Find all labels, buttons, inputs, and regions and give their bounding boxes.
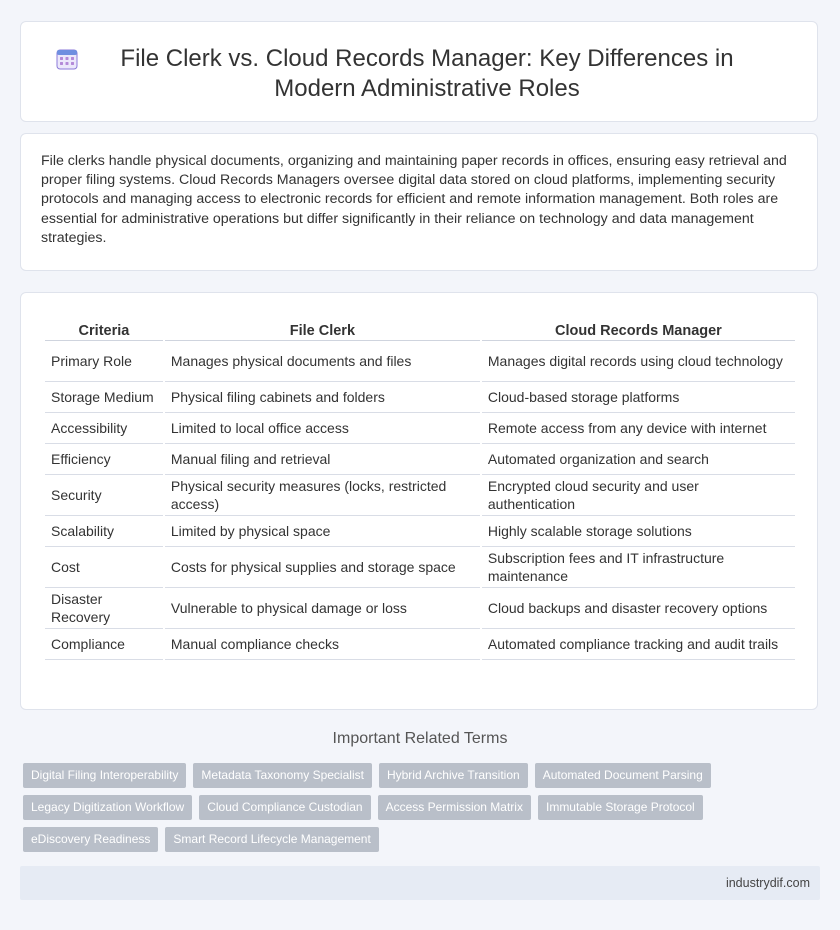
related-term-tag[interactable]: Metadata Taxonomy Specialist	[193, 763, 372, 788]
related-term-tag[interactable]: Access Permission Matrix	[378, 795, 531, 820]
file-clerk-cell: Manual filing and retrieval	[165, 444, 480, 475]
criteria-cell: Primary Role	[45, 341, 163, 382]
file-clerk-cell: Physical filing cabinets and folders	[165, 382, 480, 413]
criteria-cell: Cost	[45, 547, 163, 588]
related-term-tag[interactable]: Cloud Compliance Custodian	[199, 795, 370, 820]
file-clerk-cell: Limited to local office access	[165, 413, 480, 444]
table-row	[45, 516, 795, 547]
footer-site[interactable]: industrydif.com	[725, 876, 810, 890]
cloud-manager-cell: Cloud-based storage platforms	[482, 382, 795, 413]
related-terms-list	[23, 763, 723, 859]
footer	[20, 866, 820, 900]
file-clerk-cell: Manages physical documents and files	[165, 341, 480, 382]
cloud-manager-cell: Automated compliance tracking and audit trails	[482, 629, 795, 660]
table-row	[45, 547, 795, 588]
cloud-manager-cell: Highly scalable storage solutions	[482, 516, 795, 547]
criteria-cell: Security	[45, 475, 163, 516]
related-term-tag[interactable]: Immutable Storage Protocol	[538, 795, 703, 820]
criteria-cell: Disaster Recovery	[45, 588, 163, 629]
title-card	[20, 21, 818, 122]
criteria-cell: Scalability	[45, 516, 163, 547]
cloud-manager-cell: Manages digital records using cloud technology	[482, 341, 795, 382]
comparison-card	[20, 292, 818, 710]
page-title: File Clerk vs. Cloud Records Manager: Key Differences in Modern Administrative Roles	[120, 45, 734, 102]
cloud-manager-cell: Subscription fees and IT infrastructure maintenance	[482, 547, 795, 588]
table-row	[45, 413, 795, 444]
related-term-tag[interactable]: eDiscovery Readiness	[23, 827, 158, 852]
file-clerk-cell: Vulnerable to physical damage or loss	[165, 588, 480, 629]
related-term-tag[interactable]: Digital Filing Interoperability	[23, 763, 186, 788]
criteria-cell: Compliance	[45, 629, 163, 660]
cloud-manager-cell: Automated organization and search	[482, 444, 795, 475]
cloud-manager-cell: Cloud backups and disaster recovery options	[482, 588, 795, 629]
criteria-cell: Accessibility	[45, 413, 163, 444]
file-clerk-cell: Limited by physical space	[165, 516, 480, 547]
related-term-tag[interactable]: Smart Record Lifecycle Management	[165, 827, 378, 852]
cloud-manager-cell: Encrypted cloud security and user authentication	[482, 475, 795, 516]
intro-paragraph: File clerks handle physical documents, organizing and maintaining paper records in offices, ensuring easy retrieval and proper filing systems. Cloud Records Managers oversee digital data stored on cloud platforms, implementing security protocols and managing access to electronic records for efficient and remote information management. Both roles are essential for administrative operations but differ significantly in their reliance on technology and data management strategies.	[41, 153, 787, 246]
comparison-table	[43, 315, 797, 660]
column-header-criteria: Criteria	[45, 315, 163, 341]
table-header-row	[45, 315, 795, 341]
table-row	[45, 382, 795, 413]
column-header-cloud-records-manager: Cloud Records Manager	[482, 315, 795, 341]
criteria-cell: Efficiency	[45, 444, 163, 475]
related-term-tag[interactable]: Hybrid Archive Transition	[379, 763, 528, 788]
table-row	[45, 475, 795, 516]
related-terms-heading: Important Related Terms	[332, 730, 508, 747]
related-term-tag[interactable]: Automated Document Parsing	[535, 763, 711, 788]
file-clerk-cell: Costs for physical supplies and storage space	[165, 547, 480, 588]
table-row	[45, 444, 795, 475]
table-row	[45, 629, 795, 660]
criteria-cell: Storage Medium	[45, 382, 163, 413]
related-term-tag[interactable]: Legacy Digitization Workflow	[23, 795, 192, 820]
file-clerk-cell: Physical security measures (locks, restricted access)	[165, 475, 480, 516]
cloud-manager-cell: Remote access from any device with internet	[482, 413, 795, 444]
file-clerk-cell: Manual compliance checks	[165, 629, 480, 660]
column-header-file-clerk: File Clerk	[165, 315, 480, 341]
table-row	[45, 588, 795, 629]
table-row	[45, 341, 795, 382]
intro-card	[20, 133, 818, 271]
